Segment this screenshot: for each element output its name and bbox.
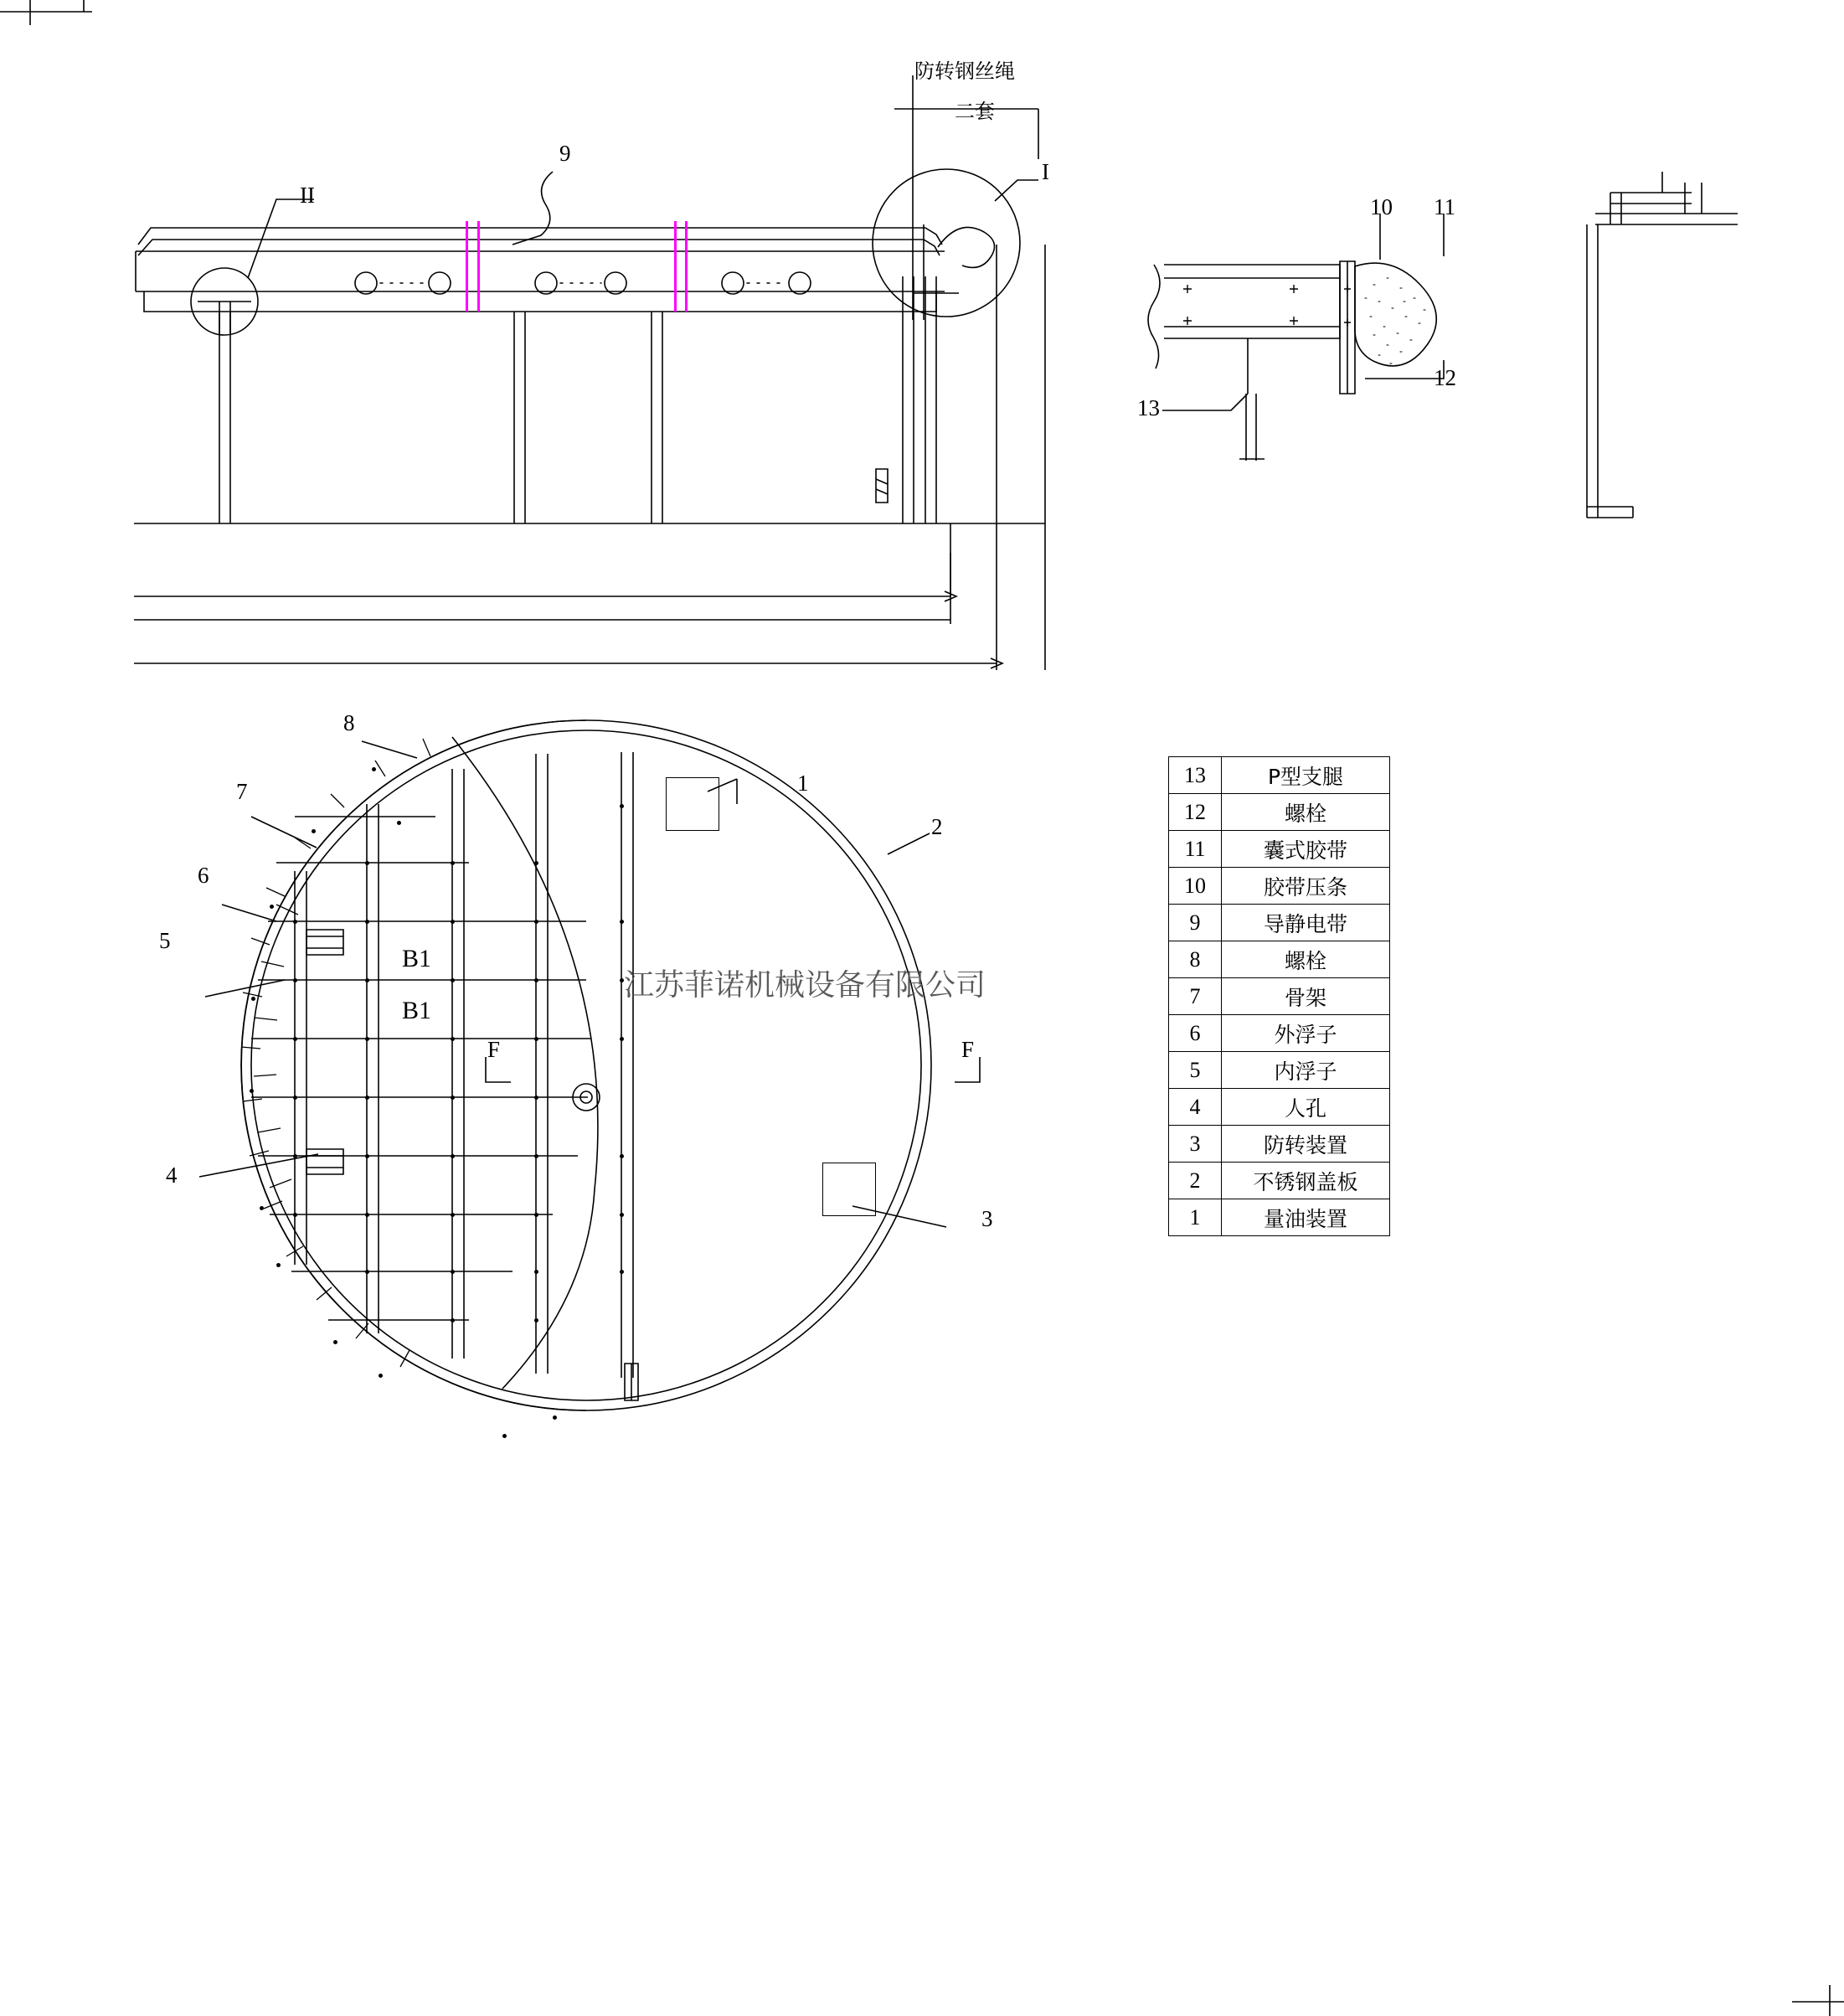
table-row [1169,1199,1390,1236]
detail-mark-II: II [300,183,315,208]
table-row [1169,794,1390,831]
plan-bolt [365,978,369,982]
table-row [1169,1015,1390,1052]
plan-bolt [365,1096,369,1100]
plan-bolt [293,978,297,982]
plan-bolt [534,920,538,924]
table-row [1169,941,1390,978]
plan-bolt [365,920,369,924]
plan-bolt [270,905,274,909]
plan-bolt [534,978,538,982]
plan-bolt [250,1089,254,1093]
plan-bolt [502,1434,507,1438]
part-name: 外浮子 [1222,1015,1390,1052]
part-name: 囊式胶带 [1222,831,1390,868]
part-number: 10 [1169,868,1222,905]
part-name: 胶带压条 [1222,868,1390,905]
part-name: 螺栓 [1222,794,1390,831]
callout-6: 6 [198,863,209,888]
plan-bolt [379,1374,383,1378]
plan-bolt [451,1096,455,1100]
plan-bolt [276,1263,281,1267]
part-number: 5 [1169,1052,1222,1089]
plan-bolt [333,1340,337,1344]
part-name: 骨架 [1222,978,1390,1015]
callout-1: 1 [797,771,809,796]
plan-bolt [293,1037,297,1041]
plan-bolt [620,920,624,924]
callout-7: 7 [236,779,248,804]
callout-12: 12 [1434,365,1456,390]
parts-list-body [1169,757,1390,1236]
table-row [1169,868,1390,905]
part-name: 导静电带 [1222,905,1390,941]
part-number: 13 [1169,757,1222,794]
plan-bolt [451,1270,455,1274]
plan-bolt [293,1096,297,1100]
table-row [1169,757,1390,794]
plan-bolt [365,861,369,865]
plan-bolt [534,1154,538,1158]
plan-bolt [534,1037,538,1041]
callout-10: 10 [1370,194,1393,219]
plan-bolt [534,1096,538,1100]
plan-bolt [451,1154,455,1158]
accent-mark-4 [685,221,688,312]
callout-4: 4 [166,1163,178,1188]
plan-bolt [620,1154,624,1158]
plan-bolt [534,1270,538,1274]
part-number: 12 [1169,794,1222,831]
plan-bolt [620,1270,624,1274]
plan-bolt [365,1270,369,1274]
part-number: 9 [1169,905,1222,941]
callout-8: 8 [343,710,355,735]
plan-callout-box-3 [822,1163,876,1216]
plan-bolt [451,920,455,924]
plan-bolt [451,1037,455,1041]
table-row [1169,1089,1390,1126]
section-mark-F-right: F [961,1037,975,1062]
plan-board-label-2: B1 [402,997,432,1024]
part-number: 3 [1169,1126,1222,1163]
plan-bolt [620,1213,624,1217]
table-row [1169,831,1390,868]
plan-bolt [365,1213,369,1217]
callout-13: 13 [1137,395,1160,420]
plan-bolt [293,1154,297,1158]
plan-bolt [451,978,455,982]
plan-bolt [365,1154,369,1158]
callout-5: 5 [159,928,171,953]
part-number: 1 [1169,1199,1222,1236]
table-row [1169,1126,1390,1163]
plan-bolt [451,1318,455,1323]
part-number: 6 [1169,1015,1222,1052]
part-name: P型支腿 [1222,757,1390,794]
plan-bolt [553,1415,557,1420]
part-number: 11 [1169,831,1222,868]
plan-board-label-1: B1 [402,945,432,972]
parts-list-table [1168,756,1390,1236]
note-anti-rotation-line2: 二套 [955,100,995,123]
table-row [1169,1163,1390,1199]
plan-bolt [260,1206,264,1210]
accent-mark-3 [674,221,677,312]
plan-bolt [534,1318,538,1323]
part-number: 8 [1169,941,1222,978]
callout-9: 9 [559,141,571,166]
table-row [1169,905,1390,941]
plan-bolt [293,920,297,924]
plan-callout-box-1 [666,777,719,831]
section-mark-F-left: F [487,1037,501,1062]
plan-bolt [372,767,376,771]
plan-bolt [620,804,624,808]
part-name: 螺栓 [1222,941,1390,978]
callout-2: 2 [931,814,943,839]
part-name: 不锈钢盖板 [1222,1163,1390,1199]
part-name: 防转装置 [1222,1126,1390,1163]
plan-bolt [620,1037,624,1041]
part-number: 7 [1169,978,1222,1015]
accent-mark-1 [466,221,468,312]
part-name: 量油装置 [1222,1199,1390,1236]
plan-bolt [397,821,401,825]
part-number: 2 [1169,1163,1222,1199]
plan-bolt [534,861,538,865]
note-anti-rotation-line1: 防转钢丝绳 [914,59,1015,83]
detail-mark-I: I [1042,159,1049,184]
plan-bolt [451,1213,455,1217]
accent-mark-2 [477,221,480,312]
part-name: 人孔 [1222,1089,1390,1126]
plan-bolt [451,861,455,865]
callout-3: 3 [981,1206,993,1231]
callout-11: 11 [1434,194,1455,219]
part-name: 内浮子 [1222,1052,1390,1089]
company-watermark: 江苏菲诺机械设备有限公司 [624,968,986,1003]
plan-bolt [293,1213,297,1217]
part-number: 4 [1169,1089,1222,1126]
table-row [1169,1052,1390,1089]
plan-bolt [365,1037,369,1041]
plan-bolt [534,1213,538,1217]
plan-bolt [312,829,316,833]
table-row [1169,978,1390,1015]
plan-bolt [251,997,255,1001]
